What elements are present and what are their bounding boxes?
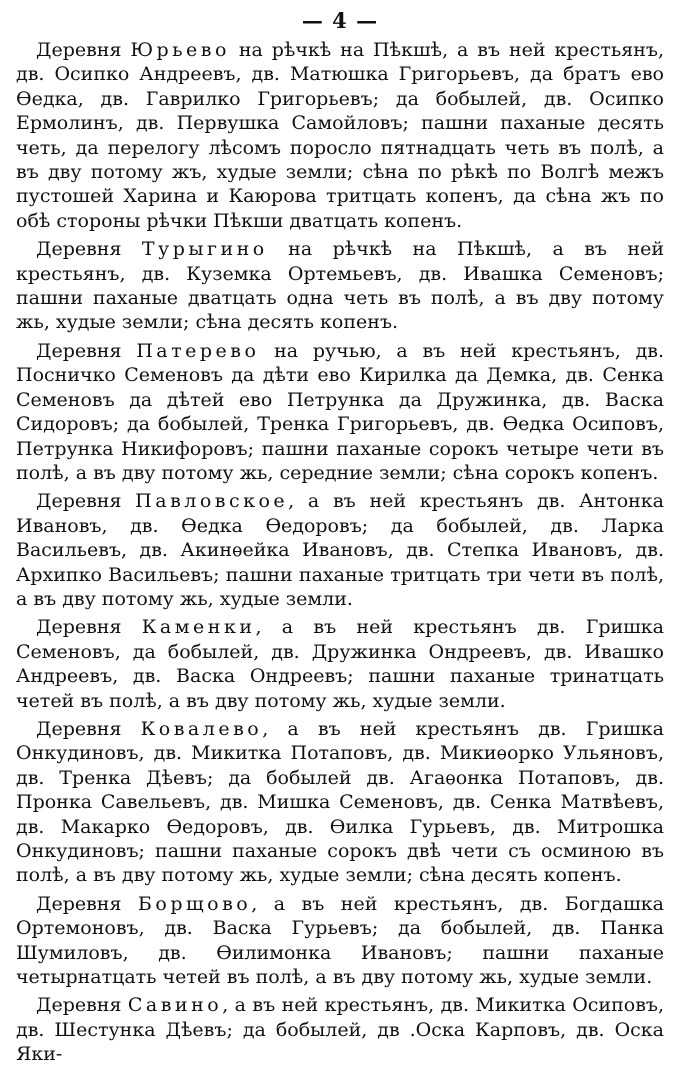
village-entry-turygino [16, 237, 664, 335]
entry-lead: Деревня [36, 490, 136, 513]
village-entry-kovalevo [16, 717, 664, 888]
entry-text: , а въ ней крестьянъ, дв. Богдашка Ортемоновъ, дв. Васка Гурьевъ; да бобылей, дв. Панка Шумиловъ, дв. Ѳилимонка Ивановъ; пашни паханые четырнатцать четей въ полѣ, а въ дву потому жь, худые земли. [16, 892, 665, 989]
page-number: — 4 — [301, 8, 379, 33]
village-name: Юрьево [130, 39, 230, 61]
entry-lead: Деревня [36, 717, 141, 740]
entry-lead: Деревня [36, 616, 142, 639]
village-name: Ковалево [140, 717, 263, 740]
entry-text: , а въ ней крестьянъ дв. Гришка Семеновъ, да бобылей, дв. Дружинка Ондреевъ, дв. Ивашко Андреевъ, дв. Васка Ондреевъ; пашни паханые тринатцать четей въ полѣ, а въ дву потому жь, худые земли. [16, 616, 665, 712]
village-name: Борщово [137, 892, 252, 915]
village-entry-pavlovskoe [16, 489, 664, 611]
entry-lead: Деревня [36, 994, 128, 1017]
village-entry-yurevo [16, 38, 664, 233]
village-entry-borshchovo [16, 892, 664, 990]
village-entry-savino [16, 993, 664, 1066]
village-entry-paterevo [16, 339, 664, 485]
entry-text: , а въ ней крестьянъ дв. Антонка Ивановъ, дв. Ѳедка Ѳедоровъ; да бобылей, дв. Ларка Васильевъ, дв. Акинѳейка Ивановъ, дв. Степка Ивановъ, дв. Архипко Васильевъ; пашни паханые тритцать три чети въ полѣ, а въ дву потому жь, худые земли. [16, 490, 664, 610]
entry-text: на рѣчкѣ на Пѣкшѣ, а въ ней крестьянъ, дв. Куземка Ортемьевъ, дв. Ивашка Семеновъ; пашни паханые дватцать одна четь въ полѣ, а въ дву потому жь, худые земли; сѣна десять копенъ. [16, 238, 664, 334]
entry-text: на рѣчкѣ на Пѣкшѣ, а въ ней крестьянъ, дв. Осипко Андреевъ, дв. Матюшка Григорьевъ, да братъ ево Ѳедка, дв. Гаврилко Григорьевъ; да бобылей, дв. Осипко Ермолинъ, дв. Первушка Самойловъ; пашни паханые десять четь, да перелогу лѣсомъ поросло пятнадцать четь въ полѣ, а въ дву потому жъ, худые земли; сѣна по рѣкѣ по Волгѣ межъ пустошей Харина и Каюрова тритцать копенъ, да сѣна жъ по обѣ стороны рѣчки Пѣкши дватцать копенъ. [16, 39, 664, 232]
village-name: Турыгино [141, 238, 268, 261]
entry-text: , а въ ней крестьянъ, дв. Микитка Осиповъ, дв. Шестунка Дѣевъ; да бобылей, дв .Оска Карповъ, дв. Оска Яки- [16, 994, 665, 1066]
village-name: Савино [127, 994, 223, 1017]
entry-text: на ручью, а въ ней крестьянъ, дв. Посничко Семеновъ да дѣти ево Кирилка да Демка, дв. Сенка Семеновъ да дѣтей ево Петрунка да Дружинка, дв. Васка Сидоровъ; да бобылей, Тренка Григорьевъ, дв. Ѳедка Осиповъ, Петрунка Никифоровъ; пашни паханые сорокъ четыре чети въ полѣ, а въ дву потому жь, середние земли; сѣна сорокъ копенъ. [16, 339, 665, 484]
entry-lead: Деревня [36, 339, 137, 362]
village-name: Патерево [136, 339, 260, 362]
village-name: Каменки [141, 616, 256, 639]
village-entry-kamenki [16, 615, 664, 713]
entry-text: , а въ ней крестьянъ дв. Гришка Онкудиновъ, дв. Микитка Потаповъ, дв. Микиѳорко Ульяновъ, дв. Тренка Дѣевъ; да бобылей дв. Агаѳонка Потаповъ, дв. Пронка Савельевъ, дв. Мишка Семеновъ, дв. Сенка Матвѣевъ, дв. Макарко Ѳедоровъ, дв. Ѳилка Гурьевъ, дв. Митрошка Онкудиновъ; пашни паханые сорокъ двѣ чети съ осминою въ полѣ, а въ дву потому жь, худые земли; сѣна десять копенъ. [16, 717, 665, 887]
entry-lead: Деревня [36, 39, 131, 61]
village-name: Павловское [135, 490, 289, 513]
entry-lead: Деревня [36, 238, 142, 261]
entry-lead: Деревня [36, 892, 138, 915]
